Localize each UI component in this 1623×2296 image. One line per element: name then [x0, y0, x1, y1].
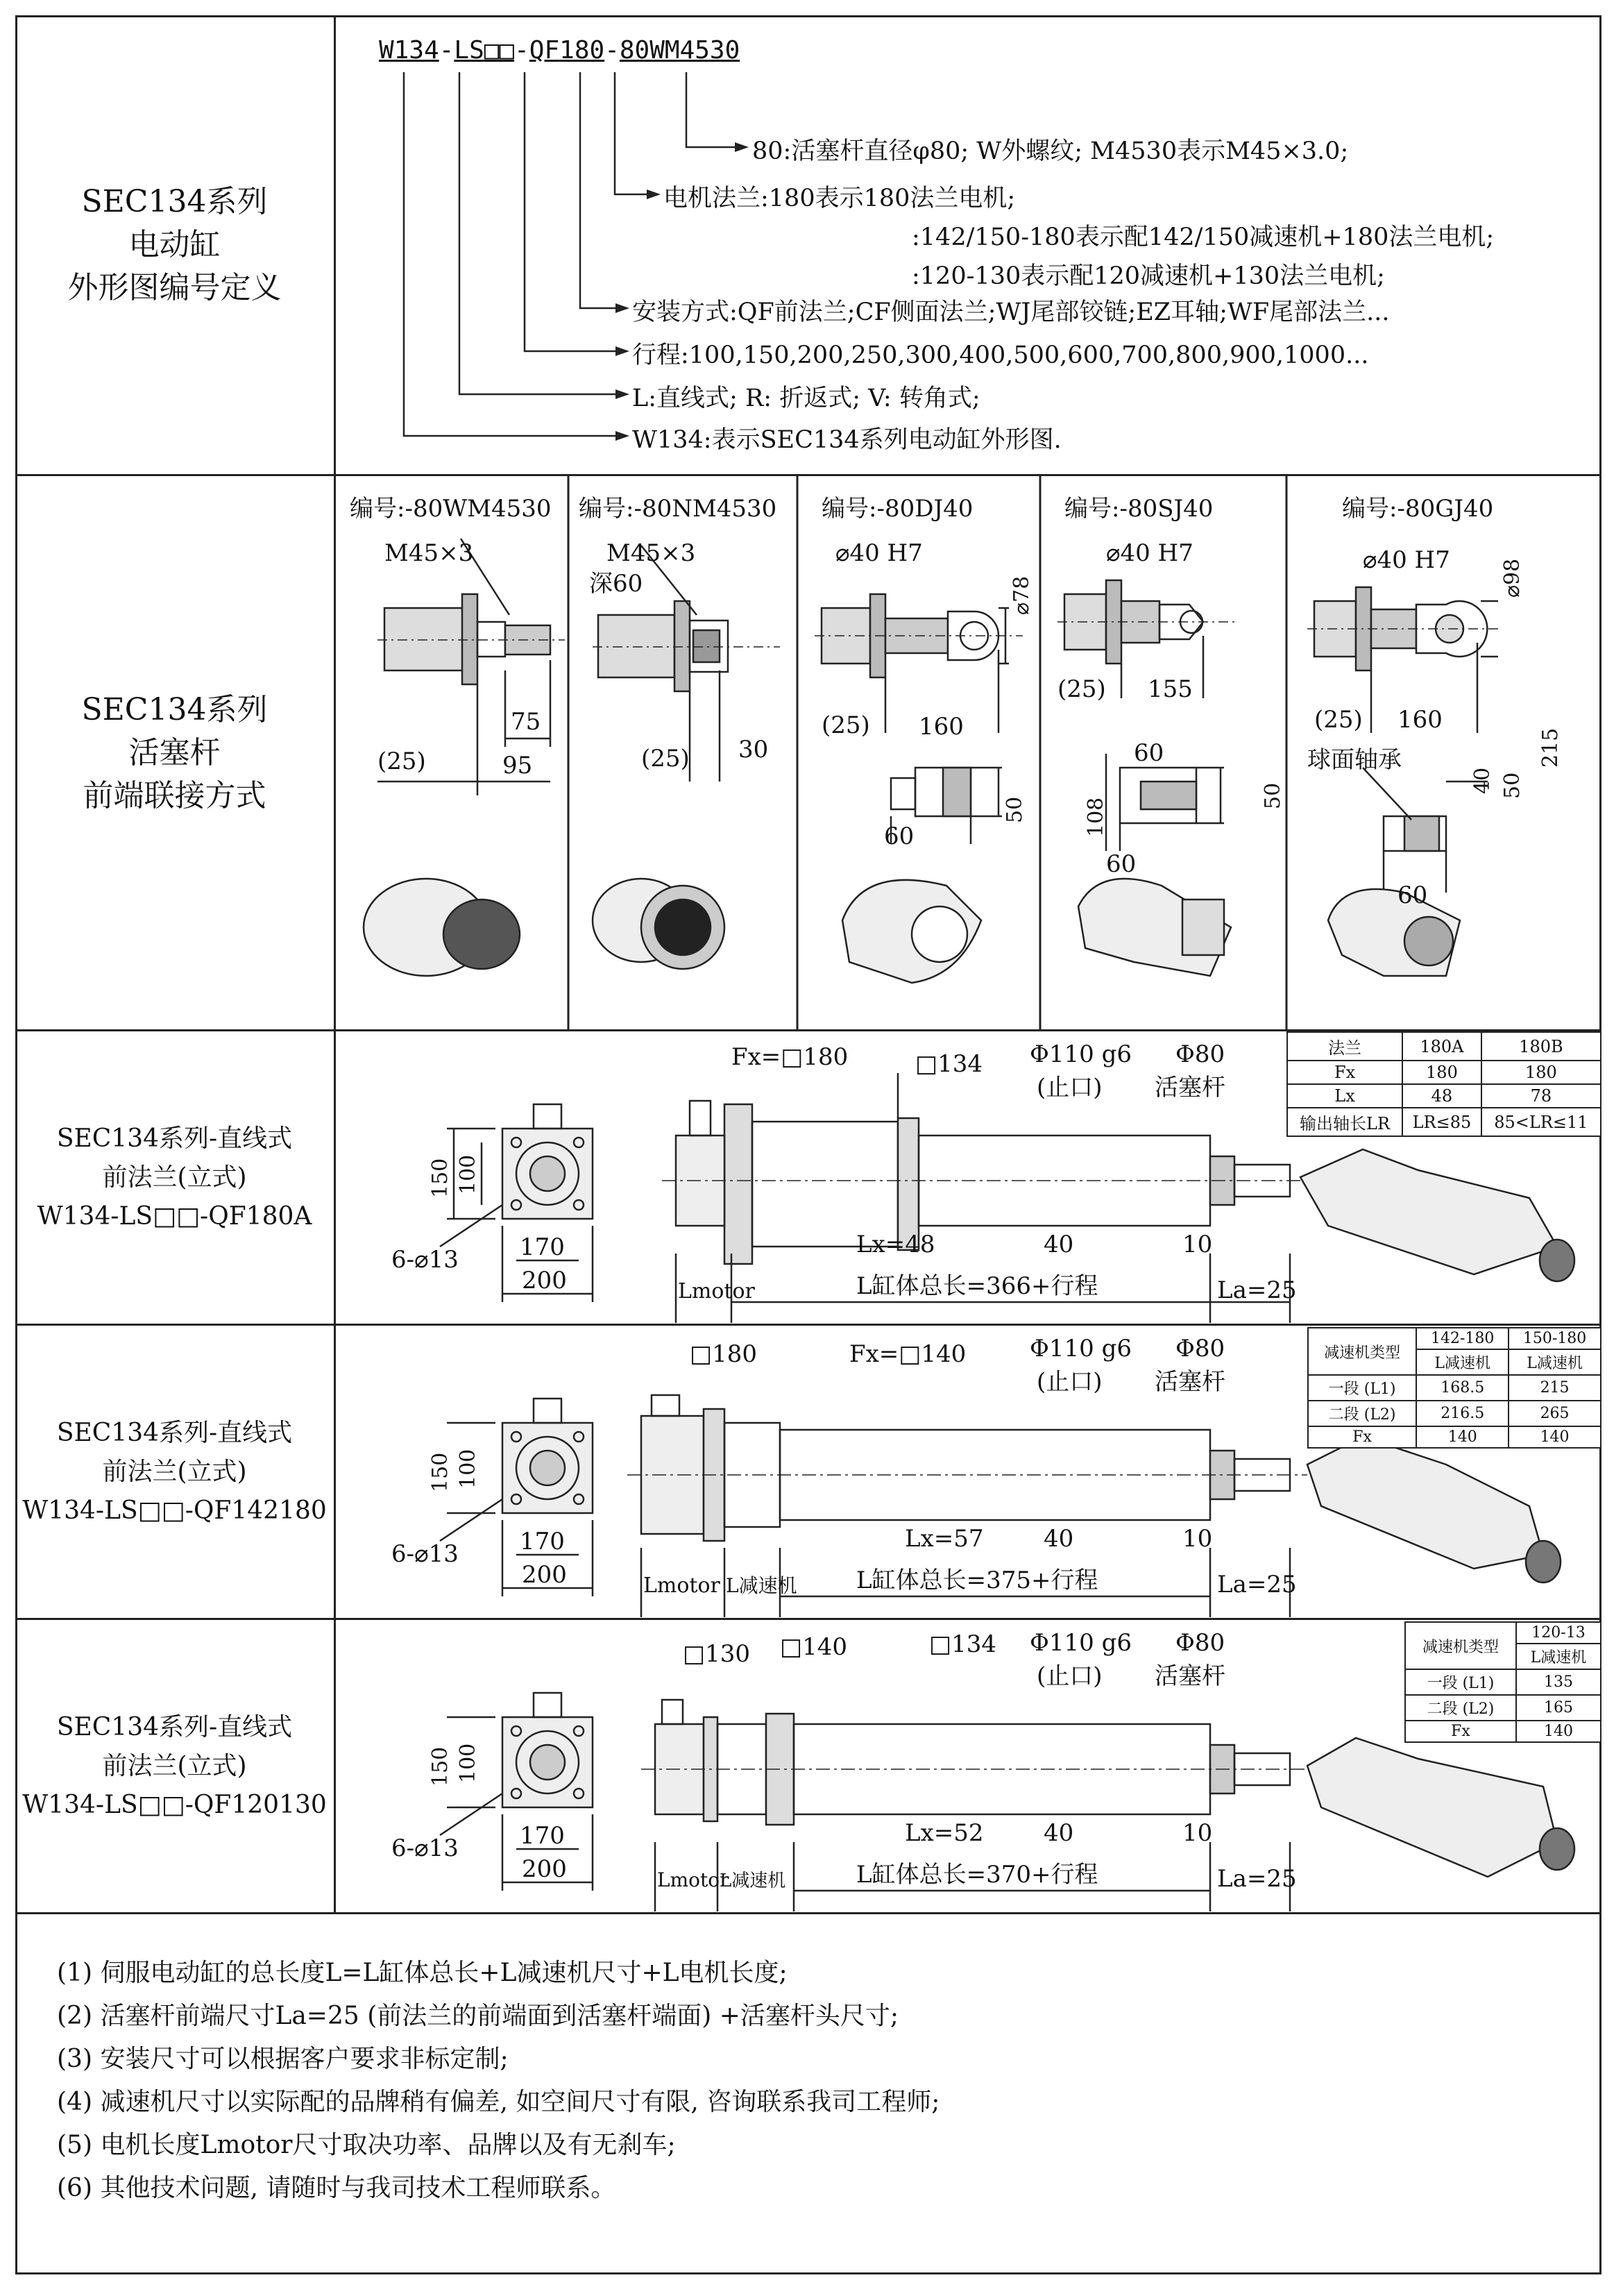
r5-dim-phi80: Φ80 [1175, 1629, 1225, 1657]
variant-142180-title-line: W134-LS□□-QF142180 [22, 1496, 327, 1525]
variant-120130-title-cell [15, 1620, 336, 1912]
r4-dim-holes: 6-⌀13 [391, 1540, 459, 1568]
v3-dim-60: 60 [884, 822, 915, 850]
r5-dim-lgear: L减速机 [720, 1871, 786, 1891]
r3-dim-170: 170 [520, 1233, 565, 1261]
r4-dim-lmotor: Lmotor [643, 1573, 720, 1598]
r4-dim-phi80: Φ80 [1175, 1335, 1225, 1362]
variant-120130-title-line: SEC134系列-直线式 [56, 1712, 293, 1741]
rod-end-content [336, 476, 1601, 1029]
rod-end-title-line: 前端联接方式 [83, 777, 266, 813]
r5-dim-lx: Lx=52 [905, 1819, 984, 1847]
r4-dim-phi110: Φ110 g6 [1030, 1335, 1132, 1362]
variant-142180-section [15, 1326, 1601, 1620]
r4-dim-zhikou: (止口) [1037, 1368, 1103, 1396]
note-item: (3) 安装尺寸可以根据客户要求非标定制; [57, 2045, 509, 2073]
r3-dim-holes: 6-⌀13 [391, 1246, 459, 1274]
r4-dim-10: 10 [1182, 1525, 1213, 1553]
r5-dim-holes: 6-⌀13 [391, 1834, 459, 1862]
v2-dim-25: (25) [641, 745, 690, 773]
r4-dim-lx: Lx=57 [905, 1525, 984, 1553]
v4-code: 编号:-80SJ40 [1064, 495, 1214, 523]
definition-line-type: L:直线式; R: 折返式; V: 转角式; [632, 385, 980, 412]
r3-dim-zhikou: (止口) [1037, 1074, 1103, 1101]
v5-dim-60: 60 [1397, 881, 1428, 909]
r3-dim-phi110: Φ110 g6 [1030, 1040, 1132, 1068]
notes-section [15, 1914, 1601, 2274]
v4-dim-25: (25) [1057, 675, 1106, 703]
definition-line-motor-120: :120-130表示配120减速机+130法兰电机; [912, 262, 1385, 290]
r5-dim-lmotor: Lmotor [657, 1868, 729, 1891]
r4-dim-sq180: □180 [690, 1340, 758, 1368]
rod-end-title-line: SEC134系列 [81, 691, 268, 727]
r5-dim-rod: 活塞杆 [1155, 1662, 1225, 1690]
v4-dim-108: 108 [1084, 797, 1108, 837]
v5-dim-98: ⌀98 [1500, 558, 1524, 598]
flange-table: 法兰 180A 180B Fx 180 180 Lx 48 78 输出轴长LR LR≤85 85<LR≤11 [1286, 1031, 1601, 1137]
variant-4-drawing [1057, 580, 1238, 976]
r3-dim-200: 200 [522, 1267, 567, 1294]
v5-dim-25: (25) [1314, 706, 1363, 734]
note-item: (2) 活塞杆前端尺寸La=25 (前法兰的前端面到活塞杆端面) +活塞杆头尺寸; [57, 2002, 899, 2030]
r3-dim-sq134: □134 [915, 1050, 983, 1078]
r3-dim-fx: Fx=□180 [731, 1043, 849, 1071]
v5-dim-40: 40 [1470, 767, 1495, 794]
variant-120130-title-line: W134-LS□□-QF120130 [22, 1790, 327, 1819]
variant-180-title-cell [15, 1031, 336, 1324]
variant-142180-title-line: SEC134系列-直线式 [56, 1418, 293, 1447]
v4-dim-60-bottom: 60 [1106, 850, 1137, 878]
variant-120130-title-line: 前法兰(立式) [102, 1751, 247, 1780]
v5-dim-160: 160 [1397, 706, 1443, 734]
v3-dim-25: (25) [822, 711, 870, 739]
r4-dim-fx: Fx=□140 [849, 1340, 967, 1368]
definition-line-rod: 80:活塞杆直径φ80; W外螺纹; M4530表示M45×3.0; [752, 137, 1349, 165]
v5-dim-215: 215 [1538, 727, 1563, 768]
definition-line-mount: 安装方式:QF前法兰;CF侧面法兰;WJ尾部铰链;EZ耳轴;WF尾部法兰... [632, 298, 1390, 326]
v1-dim-75: 75 [511, 708, 541, 736]
variant-120130-section [15, 1620, 1601, 1914]
variant-142180-title-cell [15, 1326, 336, 1618]
v5-dim-pin: ⌀40 H7 [1363, 546, 1450, 574]
v3-dim-pin: ⌀40 H7 [835, 539, 923, 567]
r4-dim-lbody: L缸体总长=375+行程 [856, 1567, 1098, 1594]
definition-section [15, 15, 1601, 476]
v4-dim-155: 155 [1148, 675, 1193, 703]
note-item: (4) 减速机尺寸以实际配的品牌稍有偏差, 如空间尺寸有限, 咨询联系我司工程师; [57, 2088, 940, 2116]
v3-dim-50: 50 [1003, 796, 1027, 823]
r5-dim-100: 100 [456, 1743, 480, 1783]
v2-dim-30: 30 [738, 736, 769, 763]
definition-line-motor: 电机法兰:180表示180法兰电机; [663, 185, 1016, 212]
variant-142180-title-line: 前法兰(立式) [102, 1457, 247, 1486]
r3-dim-phi80: Φ80 [1175, 1040, 1225, 1068]
r3-dim-150: 150 [428, 1158, 452, 1198]
r4-dim-170: 170 [520, 1528, 565, 1555]
rod-end-section [15, 476, 1601, 1031]
variant-180-section [15, 1031, 1601, 1326]
v5-code: 编号:-80GJ40 [1342, 495, 1494, 523]
note-item: (6) 其他技术问题, 请随时与我司技术工程师联系。 [57, 2174, 616, 2202]
variant-180-title-line: 前法兰(立式) [102, 1163, 247, 1192]
rod-end-title-cell [15, 476, 336, 1029]
definition-line-stroke: 行程:100,150,200,250,300,400,500,600,700,800,900,1000... [632, 341, 1369, 369]
r3-dim-lbody: L缸体总长=366+行程 [856, 1272, 1098, 1300]
r5-dim-170: 170 [520, 1822, 565, 1850]
v5-dim-bearing: 球面轴承 [1307, 746, 1402, 774]
v1-dim-25: (25) [377, 748, 426, 775]
v4-dim-60-top: 60 [1134, 739, 1164, 767]
r4-dim-150: 150 [428, 1452, 452, 1492]
r5-dim-phi110: Φ110 g6 [1030, 1629, 1132, 1657]
definition-content [336, 15, 1601, 474]
r5-dim-sq130: □130 [683, 1640, 751, 1668]
v3-code: 编号:-80DJ40 [822, 495, 974, 523]
definition-line-motor-142: :142/150-180表示配142/150减速机+180法兰电机; [912, 223, 1495, 251]
reducer-table-142: 减速机类型 142-180 150-180 L减速机 L减速机 一段 (L1) 168.5 215 二段 (L2) 216.5 265 Fx 140 140 [1307, 1327, 1601, 1449]
rod-end-drawings [336, 476, 1601, 1031]
r3-dim-40: 40 [1044, 1231, 1074, 1258]
r4-dim-40: 40 [1044, 1525, 1074, 1553]
v2-code: 编号:-80NM4530 [579, 495, 777, 523]
note-item: (5) 电机长度Lmotor尺寸取决功率、品牌以及有无刹车; [57, 2131, 676, 2159]
v3-dim-160: 160 [919, 713, 964, 741]
r3-dim-10: 10 [1182, 1231, 1213, 1258]
variant-3-drawing [815, 594, 1023, 983]
r5-dim-10: 10 [1182, 1819, 1213, 1847]
definition-line-series: W134:表示SEC134系列电动缸外形图. [632, 426, 1062, 454]
v1-dim-95: 95 [502, 752, 533, 779]
v2-dim-thread: M45×3 [606, 539, 696, 567]
definition-title-line: SEC134系列 [81, 183, 268, 219]
r5-dim-la: La=25 [1217, 1865, 1297, 1893]
note-item: (1) 伺服电动缸的总长度L=L缸体总长+L减速机尺寸+L电机长度; [57, 1959, 788, 1987]
rod-end-title-line: 活塞杆 [128, 734, 221, 770]
model-code: W134-LS□□-QF180-80WM4530 [379, 36, 740, 65]
r5-dim-200: 200 [522, 1855, 567, 1883]
r4-dim-100: 100 [456, 1449, 480, 1489]
variant-180-title-line: SEC134系列-直线式 [56, 1124, 293, 1153]
r4-dim-200: 200 [522, 1561, 567, 1589]
r4-dim-lgear: L减速机 [726, 1574, 797, 1597]
r4-dim-la: La=25 [1217, 1571, 1297, 1598]
r3-dim-lx: Lx=48 [856, 1231, 935, 1258]
r5-dim-150: 150 [428, 1746, 452, 1787]
definition-title-line: 电动缸 [128, 226, 221, 262]
r3-dim-la: La=25 [1217, 1276, 1297, 1304]
v4-dim-50: 50 [1261, 782, 1285, 809]
variant-180-title-line: W134-LS□□-QF180A [37, 1201, 312, 1231]
r5-dim-sq134: □134 [929, 1630, 997, 1658]
v4-dim-pin: ⌀40 H7 [1106, 539, 1193, 567]
r5-dim-40: 40 [1044, 1819, 1074, 1847]
v3-dim-78: ⌀78 [1010, 575, 1034, 615]
v2-dim-depth: 深60 [589, 570, 643, 598]
definition-title-cell [15, 15, 336, 474]
r4-dim-rod: 活塞杆 [1155, 1368, 1225, 1396]
r5-dim-zhikou: (止口) [1037, 1662, 1103, 1690]
r5-dim-lbody: L缸体总长=370+行程 [856, 1861, 1098, 1889]
v1-dim-thread: M45×3 [384, 539, 474, 567]
v1-code: 编号:-80WM4530 [350, 495, 552, 523]
reducer-table-120: 减速机类型 120-13 L减速机 一段 (L1) 135 二段 (L2) 165 Fx 140 [1404, 1621, 1601, 1743]
r3-dim-lmotor: Lmotor [678, 1279, 755, 1303]
r5-dim-sq140: □140 [780, 1633, 848, 1661]
v5-dim-50: 50 [1500, 772, 1524, 799]
r3-dim-rod: 活塞杆 [1155, 1074, 1225, 1101]
r3-dim-100: 100 [456, 1154, 480, 1195]
definition-title-line: 外形图编号定义 [67, 269, 282, 305]
